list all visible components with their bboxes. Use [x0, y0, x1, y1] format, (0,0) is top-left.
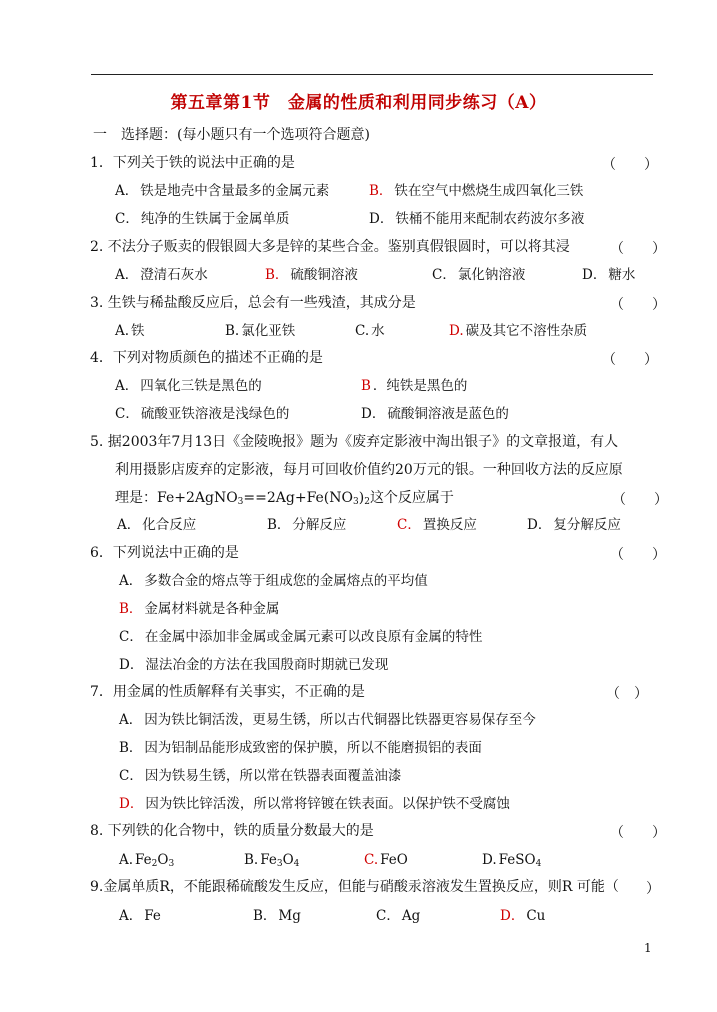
- q5-option-c-key: C．: [397, 517, 421, 533]
- q2-option-b-key: B．: [265, 267, 289, 283]
- q9-option-d-key: D．: [500, 908, 525, 924]
- q1-option-b-key: B．: [369, 183, 393, 199]
- q8-option-c: [364, 851, 408, 869]
- q6-option-c-key: C．: [119, 629, 143, 645]
- q8-option-c-key: C.: [364, 852, 379, 868]
- q8-subscript: 3: [168, 859, 175, 869]
- q8-option-d-key: D.: [482, 852, 497, 868]
- q4-option-b: [361, 377, 467, 395]
- q8-option-d-text: FeSO: [498, 852, 536, 868]
- q4-option-a: [115, 377, 262, 395]
- answer-paren-2: （ ）: [610, 241, 666, 257]
- q7-option-b-key: B．: [119, 740, 143, 756]
- question-5-stem-line-1: 5. 据2003年7月13日《金陵晚报》题为《废弃定影液中淘出银子》的文章报道，有人: [90, 434, 619, 450]
- q5-subscript: 2: [364, 497, 370, 507]
- q2-option-a-key: A．: [115, 267, 139, 283]
- q8-option-a-key: A.: [119, 852, 134, 868]
- q4-option-b-key: B: [361, 378, 371, 394]
- q7-option-c-key: C．: [119, 768, 143, 784]
- q7-option-c-text: 因为铁易生锈，所以常在铁器表面覆盖油漆: [144, 768, 402, 784]
- question-9-stem: 9.金属单质R，不能跟稀硫酸发生反应，但能与硝酸汞溶液发生置换反应，则R 可能（: [90, 879, 619, 895]
- answer-paren-5: （ ）: [612, 492, 668, 508]
- q7-option-d: [119, 795, 510, 813]
- q1-option-a: [115, 182, 329, 200]
- question-4-stem: 4．下列对物质颜色的描述不正确的是: [90, 350, 323, 366]
- q4-option-c: [115, 405, 289, 423]
- q3-option-a: [115, 322, 145, 340]
- q1-option-b: [369, 182, 583, 200]
- q6-option-a: [119, 572, 428, 590]
- q3-option-c: [355, 322, 385, 340]
- q7-option-a: [119, 711, 536, 729]
- q5-subscript: 3: [237, 497, 244, 507]
- q9-option-a: [119, 907, 161, 925]
- q1-option-c-text: 纯净的生铁属于金属单质: [140, 211, 290, 227]
- q8-option-b-text: O: [282, 852, 294, 868]
- q9-option-a-key: A．: [119, 908, 143, 924]
- q8-option-b: [244, 851, 299, 873]
- q5-option-b-text: 分解反应: [292, 517, 347, 533]
- q1-option-d-text: 铁桶不能用来配制农药波尔多液: [395, 211, 585, 227]
- answer-paren-8: （ ）: [610, 825, 666, 841]
- q6-option-a-key: A．: [119, 573, 143, 589]
- q1-option-a-text: 铁是地壳中含量最多的金属元素: [140, 183, 330, 199]
- question-1-stem: 1．下列关于铁的说法中正确的是: [90, 155, 295, 171]
- answer-paren-9: ）: [646, 881, 660, 897]
- q2-option-d-text: 糖水: [608, 267, 636, 283]
- q9-option-d: [500, 907, 545, 925]
- q4-option-d-text: 硫酸铜溶液是蓝色的: [387, 406, 509, 422]
- q8-option-b-text: Fe: [260, 852, 277, 868]
- q2-option-d: [582, 266, 635, 284]
- section-heading: 一 选择题：(每小题只有一个选项符合题意): [93, 127, 370, 143]
- answer-paren-4: （ ）: [602, 352, 658, 368]
- q6-option-c-text: 在金属中添加非金属或金属元素可以改良原有金属的特性: [144, 629, 483, 645]
- q1-option-c: [115, 210, 289, 228]
- q4-option-d: [361, 405, 509, 423]
- q6-option-d-key: D．: [119, 657, 144, 673]
- q1-option-c-key: C．: [115, 211, 139, 227]
- q7-option-a-text: 因为铁比铜活泼，更易生锈，所以古代铜器比铁器更容易保存至今: [144, 712, 536, 728]
- q7-option-d-key: D．: [119, 796, 144, 812]
- q9-option-c-key: C．: [376, 908, 400, 924]
- q5-option-c-text: 置换反应: [422, 517, 477, 533]
- q2-option-d-key: D．: [582, 267, 607, 283]
- q8-option-b-key: B.: [244, 852, 259, 868]
- q1-option-b-text: 铁在空气中燃烧生成四氧化三铁: [394, 183, 584, 199]
- q3-option-c-text: 水: [371, 323, 385, 339]
- q8-option-a-text: O: [157, 852, 169, 868]
- q5-option-a-text: 化合反应: [142, 517, 197, 533]
- q7-option-b-text: 因为铝制品能形成致密的保护膜，所以不能磨损铝的表面: [144, 740, 482, 756]
- q3-option-b-key: B.: [225, 323, 240, 339]
- question-8-stem: 8. 下列铁的化合物中，铁的质量分数最大的是: [90, 823, 374, 839]
- q5-option-a: [117, 516, 196, 534]
- q3-option-c-key: C.: [355, 323, 370, 339]
- q2-option-c: [432, 266, 525, 284]
- q1-option-a-key: A．: [115, 183, 139, 199]
- q2-option-c-text: 氯化钠溶液: [457, 267, 526, 283]
- q8-subscript: 2: [151, 859, 158, 869]
- answer-paren-3: （ ）: [610, 297, 666, 313]
- q9-option-d-text: Cu: [526, 908, 546, 924]
- q7-option-d-text: 因为铁比锌活泼，所以常将锌镀在铁表面。以保护铁不受腐蚀: [145, 796, 510, 812]
- q5-subscript: 3: [353, 497, 359, 507]
- q5-option-d: [527, 516, 621, 534]
- q5-equation-part: ): [358, 490, 365, 506]
- q8-subscript: 4: [293, 859, 300, 869]
- q6-option-b-key: B．: [119, 601, 143, 617]
- q6-option-b-text: 金属材料就是各种金属: [144, 601, 280, 617]
- q8-option-a: [119, 851, 174, 873]
- q8-option-a-text: Fe: [135, 852, 152, 868]
- q7-option-a-key: A．: [119, 712, 143, 728]
- question-2-stem: 2. 不法分子贩卖的假银圆大多是锌的某些合金。鉴别真假银圆时，可以将其浸: [90, 239, 570, 255]
- q4-option-d-key: D．: [361, 406, 386, 422]
- question-7-stem: 7．用金属的性质解释有关事实，不正确的是: [90, 684, 365, 700]
- q3-option-d-text: 碳及其它不溶性杂质: [465, 323, 588, 339]
- q7-option-b: [119, 739, 482, 757]
- q8-option-d: [482, 851, 541, 873]
- q4-option-a-key: A．: [115, 378, 139, 394]
- q5-option-b-key: B．: [267, 517, 291, 533]
- q2-option-b: [265, 266, 358, 284]
- q4-option-c-text: 硫酸亚铁溶液是浅绿色的: [140, 406, 290, 422]
- q5-option-d-key: D．: [527, 517, 552, 533]
- q6-option-c: [119, 628, 482, 646]
- header-rule: [91, 74, 653, 75]
- q9-option-b-text: Mg: [278, 908, 301, 924]
- q9-option-a-text: Fe: [144, 908, 161, 924]
- q5-option-c: [397, 516, 477, 534]
- q9-option-b: [253, 907, 301, 925]
- q3-option-d: [449, 322, 587, 340]
- q1-option-d: [369, 210, 584, 228]
- question-5-stem-line-3: [115, 489, 454, 511]
- q6-option-a-text: 多数合金的熔点等于组成您的金属熔点的平均值: [144, 573, 428, 589]
- q2-option-c-key: C．: [432, 267, 456, 283]
- q4-option-a-text: 四氧化三铁是黑色的: [140, 378, 262, 394]
- q6-option-d: [119, 656, 388, 674]
- q4-option-b-text: ．纯铁是黑色的: [372, 378, 468, 394]
- q8-subscript: 3: [276, 859, 283, 869]
- q6-option-b: [119, 600, 279, 618]
- page-title: 第五章第1节 金属的性质和利用同步练习（A）: [170, 93, 547, 113]
- q9-option-c-text: Ag: [401, 908, 421, 924]
- question-3-stem: 3. 生铁与稀盐酸反应后，总会有一些残渣，其成分是: [90, 295, 416, 311]
- q5-equation-part: 理是：Fe+2AgNO: [115, 490, 238, 506]
- q5-option-a-key: A．: [117, 517, 141, 533]
- q3-option-a-key: A.: [115, 323, 130, 339]
- question-6-stem: 6．下列说法中正确的是: [90, 545, 239, 561]
- q2-option-b-text: 硫酸铜溶液: [290, 267, 358, 283]
- q7-option-c: [119, 767, 401, 785]
- q4-option-c-key: C．: [115, 406, 139, 422]
- q1-option-d-key: D．: [369, 211, 394, 227]
- answer-paren-1: （ ）: [602, 157, 658, 173]
- q3-option-a-text: 铁: [131, 323, 145, 339]
- q5-option-b: [267, 516, 346, 534]
- q9-option-c: [376, 907, 420, 925]
- page-number: 1: [644, 941, 652, 955]
- q8-subscript: 4: [535, 859, 542, 869]
- q9-option-b-key: B．: [253, 908, 277, 924]
- q2-option-a: [115, 266, 208, 284]
- q3-option-b: [225, 322, 295, 340]
- q3-option-d-key: D.: [449, 323, 464, 339]
- question-5-stem-line-2: 利用摄影店废弃的定影液，每月可回收价值约20万元的银。一种回收方法的反应原: [115, 462, 623, 478]
- q8-option-c-text: FeO: [380, 852, 408, 868]
- q6-option-d-text: 湿法冶金的方法在我国殷商时期就已发现: [145, 657, 389, 673]
- answer-paren-7: （ ）: [606, 686, 648, 702]
- q2-option-a-text: 澄清石灰水: [140, 267, 208, 283]
- answer-paren-6: （ ）: [610, 547, 666, 563]
- q5-equation-part: 这个反应属于: [369, 490, 454, 506]
- q5-equation-part: ==2Ag+Fe(NO: [243, 490, 353, 506]
- q3-option-b-text: 氯化亚铁: [241, 323, 296, 339]
- q5-option-d-text: 复分解反应: [553, 517, 621, 533]
